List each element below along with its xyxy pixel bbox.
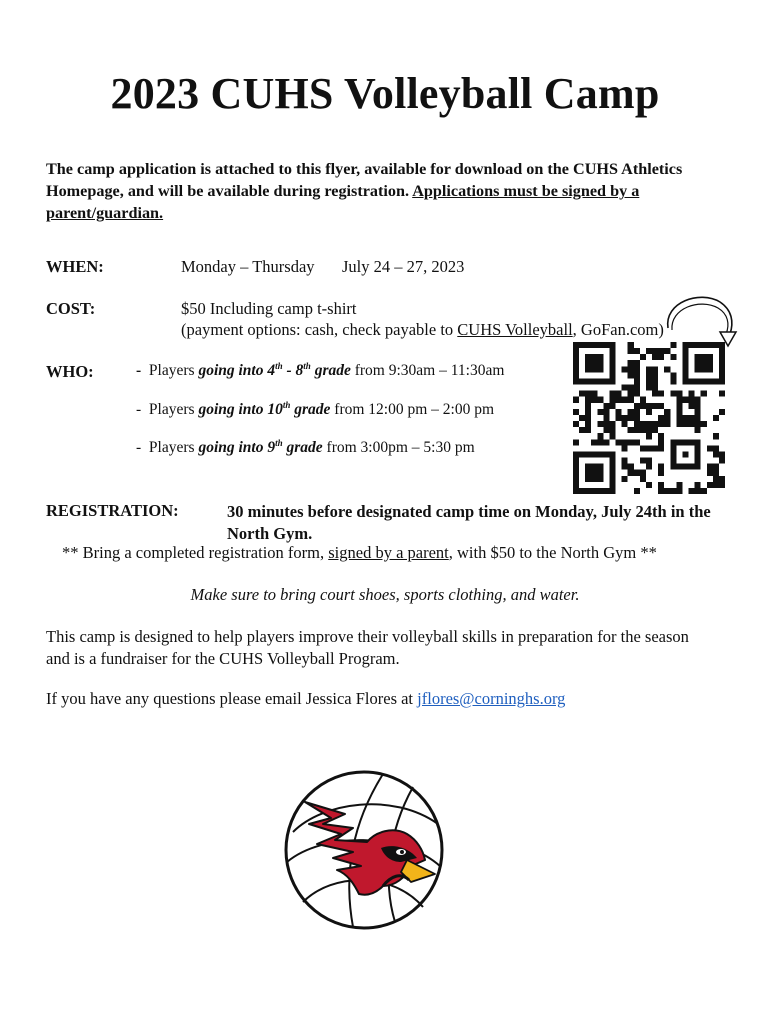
registration-note-signed: signed by a parent [328,543,449,562]
who-group-2-bullet: - [136,401,142,418]
who-group-2-time: from 12:00 pm – 2:00 pm [330,401,495,418]
who-group-3-pre: Players [148,439,199,456]
when-dates: July 24 – 27, 2023 [342,257,465,276]
cost-line2 [181,320,664,340]
cardinal-volleyball-logo-icon [283,762,445,932]
cost-payee-link[interactable]: CUHS Volleyball [457,320,573,339]
registration-note-suffix: , with $50 to the North Gym ** [448,543,657,562]
who-group-3-bullet: - [136,439,142,456]
intro-paragraph [46,158,696,224]
contact-line [46,689,565,709]
cost-line1: $50 Including camp t-shirt [181,299,357,318]
qr-code-icon[interactable] [573,342,725,494]
who-group-3 [136,439,475,457]
when-label: WHEN: [46,257,104,276]
when-days: Monday – Thursday [181,257,315,276]
reminder-text: Make sure to bring court shoes, sports clothing, and water. [190,585,580,604]
page-title: 2023 CUHS Volleyball Camp [110,69,660,118]
who-group-1-pre: Players [148,362,199,379]
cost-payment-prefix: (payment options: cash, check payable to [181,320,458,339]
who-group-3-grade: going into 9th grade [198,437,323,456]
intro-signature-requirement: Applications must be signed by a parent/guardian. [46,182,640,222]
registration-label: REGISTRATION: [46,501,179,520]
who-group-1-bullet: - [136,362,142,379]
contact-prefix: If you have any questions please email Jessica Flores at [46,689,418,708]
contact-email-link[interactable]: jflores@corninghs.org [417,689,566,708]
cost-label: COST: [46,299,96,318]
registration-note [62,543,657,563]
who-group-2-grade: going into 10th grade [198,399,331,418]
registration-note-prefix: ** Bring a completed registration form, [62,543,329,562]
description-text: This camp is designed to help players improve their volleyball skills in preparation for the season and is a fundraiser for the CUHS Volleyball Program. [46,627,689,668]
who-group-1 [136,362,504,380]
who-group-2 [136,401,494,419]
intro-text: The camp application is attached to this flyer, available for download on the CUHS Athletics Homepage, and will be available during registration. [46,160,683,200]
cost-payment-suffix: , GoFan.com) [572,320,664,339]
who-group-1-grade: going into 4th - 8th grade [198,360,351,379]
who-label: WHO: [46,362,94,381]
who-group-2-pre: Players [148,401,199,418]
who-group-1-time: from 9:30am – 11:30am [350,362,505,379]
who-group-3-time: from 3:00pm – 5:30 pm [322,439,475,456]
registration-details: 30 minutes before designated camp time on Monday, July 24th in the North Gym. [227,502,711,543]
